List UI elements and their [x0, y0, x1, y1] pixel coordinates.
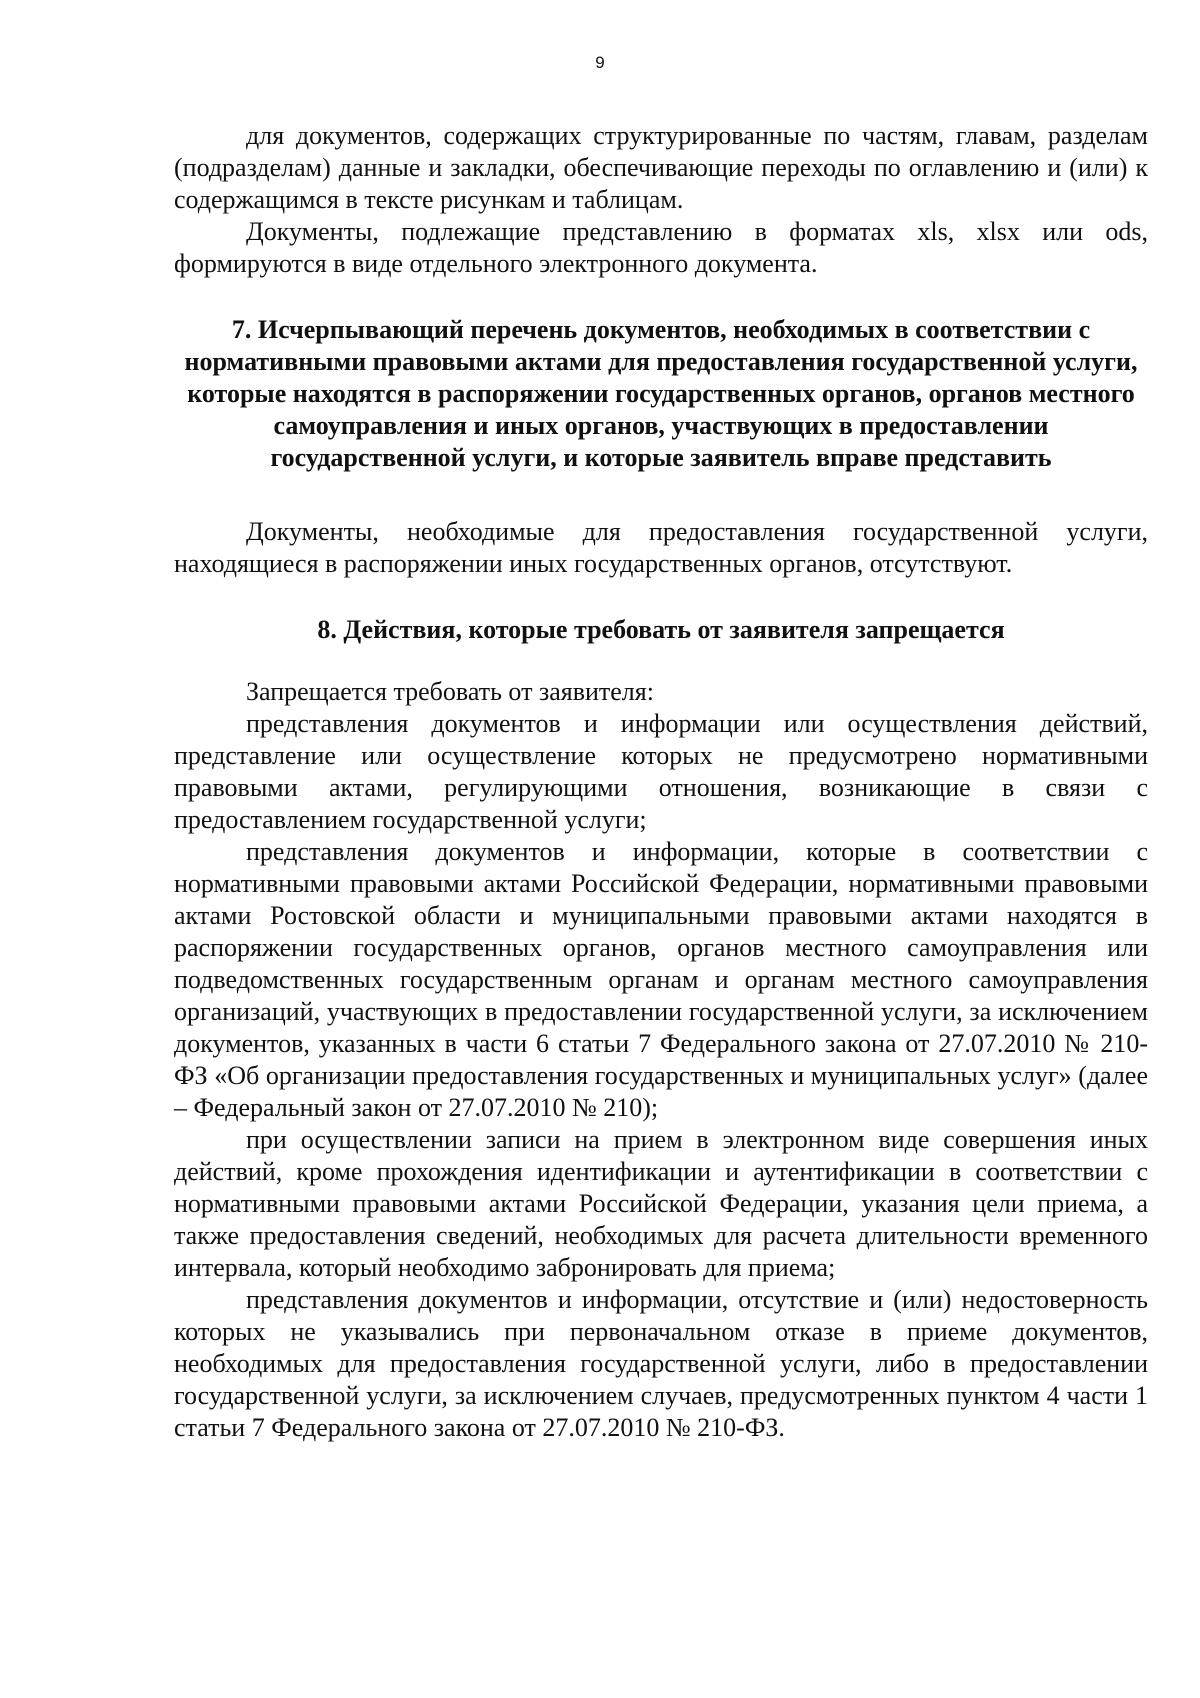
page-number: 9 — [595, 53, 605, 72]
section-8-heading: 8. Действия, которые требовать от заявителя запрещается — [317, 615, 1005, 644]
document-body — [174, 120, 1148, 1444]
intro-paragraph-formats: Документы, подлежащие представлению в форматах xls, xlsx или ods, формируются в виде отдельного электронного документа. — [174, 217, 1148, 278]
section-7-paragraph: Документы, необходимые для предоставления государственной услуги, находящиеся в распоряжении иных государственных органов, отсутствуют. — [174, 517, 1148, 578]
intro-paragraph-continuation: для документов, содержащих структурированные по частям, главам, разделам (подразделам) данные и закладки, обеспечивающие переходы по оглавлению и (или) к содержащимся в тексте рисункам и таблицам. — [174, 121, 1148, 214]
section-7-heading: 7. Исчерпывающий перечень документов, необходимых в соответствии с нормативными правовыми актами для предоставления государственной услуги, которые находятся в распоряжении государственных органов, органов местного самоуправления и иных органов, участвующих в предоставлении государственной услуги, и которые заявитель вправе представить — [184, 315, 1138, 472]
section-8-lead: Запрещается требовать от заявителя: — [246, 677, 654, 706]
section-8-item-2: представления документов и информации, которые в соответствии с нормативными правовыми актами Российской Федерации, нормативными правовыми актами Ростовской области и муниципальными правовыми актами находятся в распоряжении государственных органов, органов местного самоуправления или подведомственных государственным органам и органам местного самоуправления организаций, участвующих в предоставлении государственной услуги, за исключением документов, указанных в части 6 статьи 7 Федерального закона от 27.07.2010 № 210-ФЗ «Об организации предоставления государственных и муниципальных услуг» (далее – Федеральный закон от 27.07.2010 № 210); — [174, 837, 1148, 1122]
section-8-item-1: представления документов и информации или осуществления действий, представление или осуществление которых не предусмотрено нормативными правовыми актами, регулирующими отношения, возникающие в связи с предоставлением государственной услуги; — [174, 709, 1148, 834]
section-8-item-4: представления документов и информации, отсутствие и (или) недостоверность которых не указывались при первоначальном отказе в приеме документов, необходимых для предоставления государственной услуги, либо в предоставлении государственной услуги, за исключением случаев, предусмотренных пунктом 4 части 1 статьи 7 Федерального закона от 27.07.2010 № 210-ФЗ. — [174, 1285, 1148, 1442]
section-8-item-3: при осуществлении записи на прием в электронном виде совершения иных действий, кроме прохождения идентификации и аутентификации в соответствии с нормативными правовыми актами Российской Федерации, указания цели приема, а также предоставления сведений, необходимых для расчета длительности временного интервала, который необходимо забронировать для приема; — [174, 1125, 1148, 1282]
